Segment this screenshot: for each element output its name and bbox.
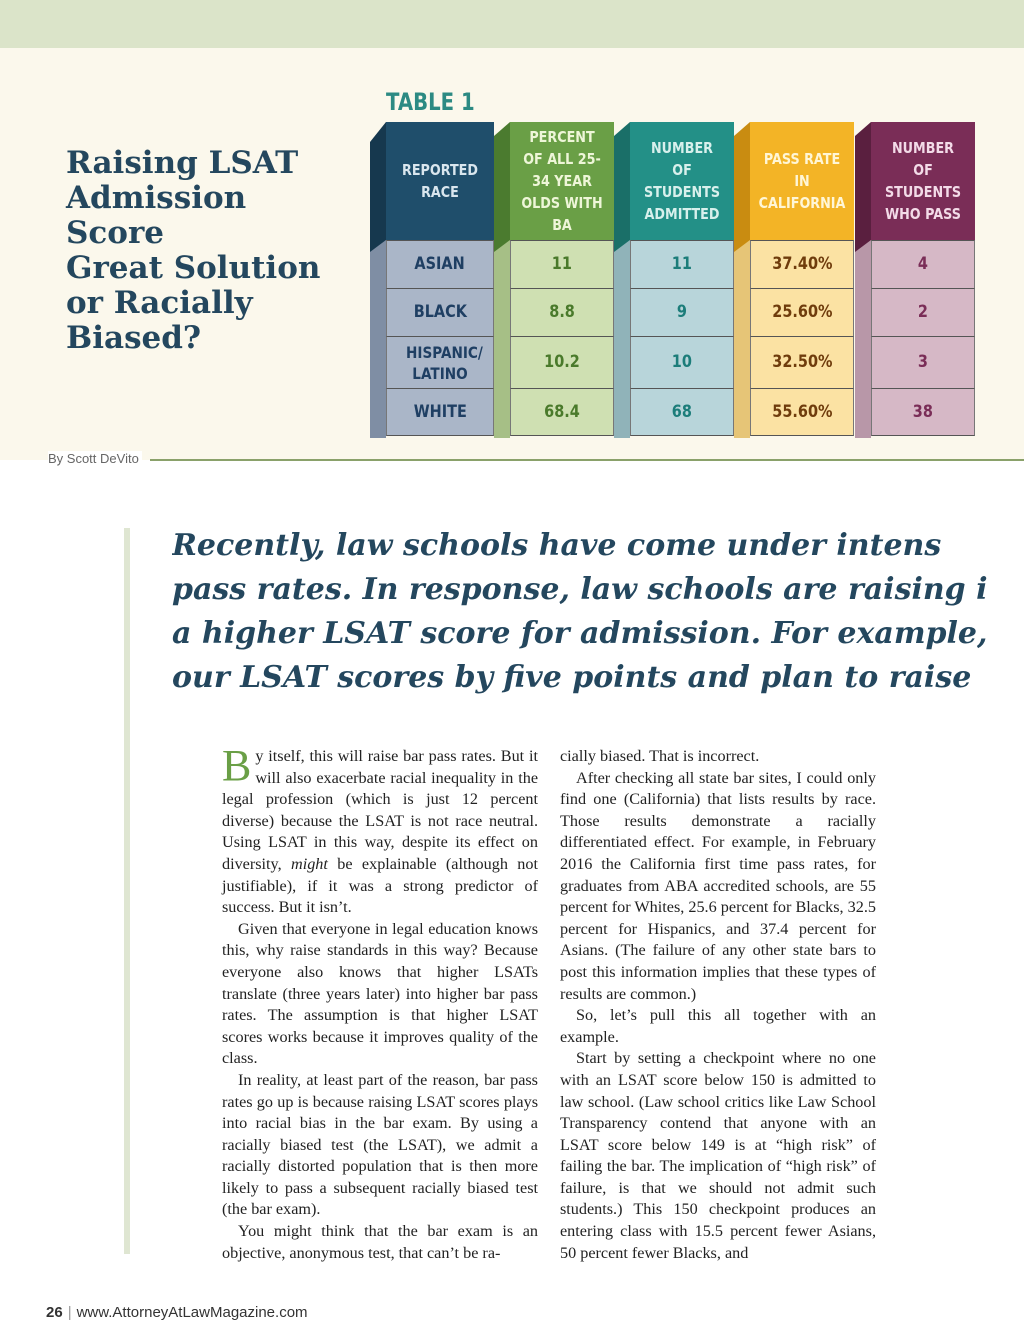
byline: By Scott DeVito (48, 451, 142, 466)
table-side-face (734, 122, 750, 438)
table-cell (510, 240, 614, 288)
column-race (386, 122, 494, 436)
table-cell (510, 288, 614, 336)
cell-text: 10 (671, 352, 693, 372)
top-band (0, 0, 1024, 48)
cell-text: 10.2 (544, 352, 580, 372)
headline-line: Score (66, 215, 164, 251)
table-cell (871, 388, 975, 436)
body-paragraph: cially biased. That is incorrect. (560, 747, 760, 765)
column-header-text: NUMBER OF STUDENTS WHO PASS (884, 139, 962, 223)
column-pass-rate (750, 122, 854, 436)
table-cell (510, 336, 614, 388)
table-cell (750, 288, 854, 336)
body-paragraph: So, let’s pull this all together with an example. (560, 1006, 876, 1046)
column-header (386, 122, 494, 240)
table-cell (386, 336, 494, 388)
byline-rule (150, 459, 1024, 461)
footer-separator: | (67, 1304, 72, 1321)
drop-cap: B (222, 741, 252, 790)
body-text: y itself, this will raise bar pass rates. But it will also exacerbate racial inequality in the legal profession (which is just 12 percent diverse) because the LSAT is not race neutral. Using LSAT in this way, despite its effect on diversity, (222, 747, 538, 873)
cell-text: 2 (917, 302, 929, 322)
pullquote-line: pass rates. In response, law schools are raising i (172, 572, 988, 607)
cell-text: 4 (917, 254, 929, 274)
cell-text: HISPANIC/ LATINO (406, 342, 483, 383)
cell-text: 32.50% (771, 352, 833, 372)
body-text: be explainable (although not justifiable), if it was a strong predictor of success. But it isn’t. (222, 854, 538, 917)
table-cell (630, 240, 734, 288)
table-cell (630, 336, 734, 388)
pullquote-line: a higher LSAT score for admission. For example, (172, 616, 988, 651)
cell-text: 55.60% (771, 401, 833, 422)
cell-text: 38 (912, 401, 934, 422)
pullquote-line: Recently, law schools have come under intens (172, 528, 942, 563)
column-header (630, 122, 734, 240)
pullquote-bar (124, 528, 130, 1254)
table-label: TABLE 1 (386, 88, 475, 116)
column-header-text: REPORTED RACE (402, 161, 478, 201)
column-header (871, 122, 975, 240)
column-students-pass (871, 122, 975, 436)
cell-text: 68 (671, 401, 693, 422)
cell-text: ASIAN (414, 254, 466, 274)
body-column-right (560, 746, 876, 1264)
headline-line: Great Solution (66, 250, 321, 286)
table-cell (871, 240, 975, 288)
body-paragraph: Given that everyone in legal education knows this, why raise standards in this way? Because everyone also knows that higher LSATs translate (three years later) into higher bar pass rates. The assumption is that higher LSAT scores works because it improves quality of the class. (222, 919, 538, 1068)
cell-text: 11 (551, 254, 573, 274)
body-paragraph: You might think that the bar exam is an objective, anonymous test, that can’t be ra- (222, 1222, 538, 1262)
cell-text: 68.4 (544, 401, 580, 422)
body-column-left (222, 741, 538, 1264)
pullquote (172, 524, 1024, 700)
page-footer (46, 1304, 308, 1321)
column-header-text: NUMBER OF STUDENTS ADMITTED (643, 139, 721, 223)
table-cell (871, 336, 975, 388)
body-paragraph: After checking all state bar sites, I could only find one (California) that lists results by race. Those results demonstrate a racially differentiated effect. For example, in February 2016 the California first time pass rates, for graduates from ABA accredited schools, are 55 percent for Whites, 25.6 percent for Blacks, 32.5 percent for Hispanics, and 37.4 percent for Asians. (The failure of any other state bars to post this information implies that these types of results are common.) (560, 768, 876, 1003)
column-header-text: PERCENT OF ALL 25-34 YEAR OLDS WITH BA (521, 128, 603, 234)
headline-line: or Racially (66, 285, 253, 321)
column-header-text: PASS RATE IN CALIFORNIA (758, 150, 846, 212)
table-cell (871, 288, 975, 336)
footer-website: www.AttorneyAtLawMagazine.com (76, 1304, 308, 1321)
table-cell (630, 388, 734, 436)
table-cell (750, 240, 854, 288)
table-side-face (855, 122, 871, 438)
column-percent-ba (510, 122, 614, 436)
body-paragraph (222, 741, 538, 919)
page-number: 26 (46, 1304, 63, 1321)
table-cell (750, 388, 854, 436)
cell-text: 37.40% (771, 254, 833, 274)
cell-text: 11 (671, 254, 693, 274)
body-paragraph: Start by setting a checkpoint where no one with an LSAT score below 150 is admitted to law school. (Law school critics like Law School Transparency contend that anyone with an LSAT score below 149 is at “high risk” of failing the bar. The implication of “high risk” of failure, is that we should not admit such students.) This 150 checkpoint produces an entering class with 15.5 percent fewer Asians, 50 percent fewer Blacks, and (560, 1049, 876, 1262)
column-header (510, 122, 614, 240)
column-students-admitted (630, 122, 734, 436)
table-side-face (614, 122, 630, 438)
cell-text: WHITE (413, 401, 467, 422)
cell-text: 9 (676, 302, 688, 322)
table-cell (386, 240, 494, 288)
body-emphasis: might (291, 854, 328, 873)
cell-text: BLACK (413, 302, 467, 322)
article-headline (66, 146, 356, 356)
body-paragraph: In reality, at least part of the reason, bar pass rates go up is because raising LSAT scores plays into racial bias in the bar exam. By using a racially biased test (the LSAT), we admit a racially distorted population that is then more likely to pass a subsequent racially biased test (the bar exam). (222, 1070, 538, 1219)
cell-text: 25.60% (771, 302, 833, 322)
cell-text: 3 (917, 352, 929, 372)
table-cell (750, 336, 854, 388)
table-cell (630, 288, 734, 336)
table-cell (386, 388, 494, 436)
cell-text: 8.8 (549, 302, 575, 322)
table-cell (386, 288, 494, 336)
column-header (750, 122, 854, 240)
headline-line: Biased? (66, 320, 202, 356)
table-cell (510, 388, 614, 436)
headline-line: Raising LSAT (66, 145, 299, 181)
headline-line: Admission (66, 180, 247, 216)
table-side-face (494, 122, 510, 438)
pullquote-line: our LSAT scores by five points and plan to raise (172, 660, 972, 695)
table-side-face (370, 122, 386, 438)
